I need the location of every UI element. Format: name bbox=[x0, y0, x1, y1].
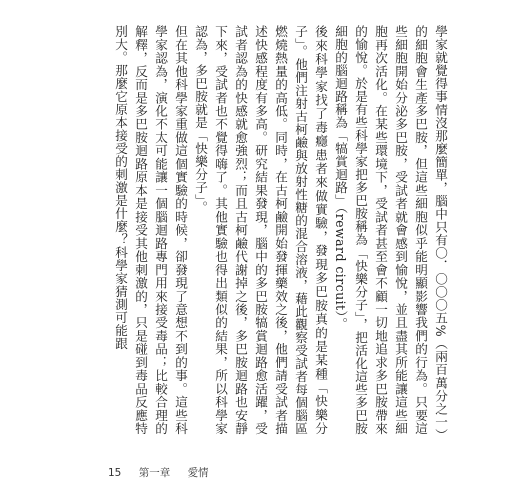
chapter-title: 愛情 bbox=[187, 467, 209, 479]
chapter-label: 第一章 bbox=[138, 467, 171, 479]
paragraph-3: 但在其他科學家重做這個實驗的時候，卻發現了意想不到的事。這些科學家認為，演化不太可能讓一個腦迴路專門用來接受毒品；比較合理的解釋，反而是多巴胺迴路原本是接受其他刺激的，只是碰到毒品反應特別大。那麼它原本接受的刺激是什麼？科學家猜測可能跟 bbox=[113, 25, 188, 435]
body-text bbox=[110, 25, 450, 435]
page-footer bbox=[108, 465, 223, 480]
page-number: 15 bbox=[108, 467, 122, 479]
paragraph-1: 學家就覺得事情沒那麼簡單，腦中只有〇．〇〇〇五%（兩百萬分之一）的細胞會生產多巴胺，但這些細胞似乎能明顯影響我們的行為。只要這些細胞開始分泌多巴胺，受試者就會感到愉悅，並且盡其所能讓這些細胞再次活化。在某些環境下，受試者甚至會不顧一切地追求多巴胺帶來的愉悅。於是有些科學家把多巴胺稱為「快樂分子」，把活化這些多巴胺細胞的腦迴路稱為「犒賞迴路」（reward circuit）。 bbox=[333, 25, 448, 435]
paragraph-2: 後來科學家找了毒癮患者來做實驗，發現多巴胺真的是某種「快樂分子」。他們注射古柯鹼與放射性糖的混合溶液，藉此觀察受試者每個腦區燃燒熱量的高低。同時，在古柯鹼開始發揮藥效之後，他們請受試者描述快感程度有多高。研究結果發現，腦中的多巴胺犒賞迴路愈活躍，受試者認為的快感就愈強烈；而且古柯鹼代謝掉之後，多巴胺迴路也安靜下來，受試者也不覺得嗨了。其他實驗也得出類似的結果，所以科學家認為，多巴胺就是「快樂分子」。 bbox=[193, 25, 328, 435]
